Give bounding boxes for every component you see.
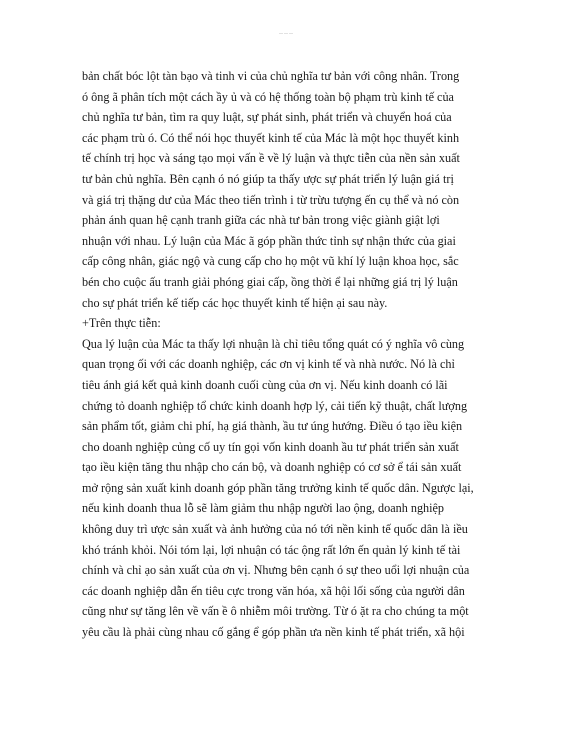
- text-line: tạo iều kiện tăng thu nhập cho cán bộ, và doanh nghiệp có cơ sở ể tái sản xuất: [82, 460, 462, 475]
- text-line: quan trọng ối với các doanh nghiệp, các ơn vị kinh tế và nhà nước. Nó là chỉ: [82, 357, 455, 372]
- text-line: nếu kinh doanh thua lỗ sẽ làm giảm thu nhập người lao ộng, doanh nghiệp: [82, 501, 445, 516]
- text-line: mở rộng sản xuất kinh doanh góp phần tăng trưởng kinh tế quốc dân. Ngược lại,: [82, 480, 474, 495]
- text-line: nhuận với nhau. Lý luận của Mác ã góp phần thức tỉnh sự nhận thức của giai: [82, 233, 456, 248]
- text-line: và giá trị thặng dư của Mác theo tiến trình i từ trừu tượng ến cụ thể và nó còn: [82, 192, 460, 207]
- text-line: các phạm trù ó. Có thể nói học thuyết kinh tế của Mác là một học thuyết kinh: [82, 130, 460, 145]
- section-heading: +Trên thực tiễn:: [82, 316, 161, 331]
- paragraph-critique: [82, 66, 500, 313]
- document-body: [82, 66, 500, 643]
- text-line: chính và chỉ ạo sản xuất của ơn vị. Nhưng bên cạnh ó sự theo uổi lợi nhuận của: [82, 563, 470, 578]
- text-line: tiêu ánh giá kết quả kinh doanh cuối cùng của ơn vị. Nếu kinh doanh có lãi: [82, 377, 448, 392]
- text-line: chứng tỏ doanh nghiệp tổ chức kinh doanh hợp lý, cải tiến kỹ thuật, chất lượng: [82, 398, 468, 413]
- text-line: cấp công nhân, giác ngộ và cung cấp cho họ một vũ khí lý luận khoa học, sắc: [82, 254, 459, 269]
- text-line: chủ nghĩa tư bản, tìm ra quy luật, sự phát sinh, phát triển và chuyển hoá của: [82, 110, 452, 125]
- text-line: cho sự phát triển kế tiếp các học thuyết kinh tế hiện ại sau này.: [82, 295, 388, 310]
- page-header-mark: — — —: [279, 30, 293, 35]
- text-line: Qua lý luận của Mác ta thấy lợi nhuận là chỉ tiêu tổng quát có ý nghĩa vô cùng: [82, 336, 465, 351]
- text-line: các doanh nghiệp dẫn ến tiêu cực trong văn hóa, xã hội lối sống của người dân: [82, 583, 465, 598]
- text-line: sản phẩm tốt, giảm chi phí, hạ giá thành, ầu tư úng hướng. Điều ó tạo iều kiện: [82, 419, 463, 434]
- text-line: khó tránh khỏi. Nói tóm lại, lợi nhuận có tác ộng rất lớn ến quản lý kinh tế tài: [82, 542, 461, 557]
- text-line: tư bản chủ nghĩa. Bên cạnh ó nó giúp ta thấy ược sự phát triển lý luận giá trị: [82, 171, 454, 186]
- text-line: cho doanh nghiệp củng cố uy tín gọi vốn kinh doanh ầu tư phát triển sản xuất: [82, 439, 459, 454]
- text-line: bản chất bóc lột tàn bạo và tinh vi của chủ nghĩa tư bản với công nhân. Trong: [82, 69, 460, 83]
- text-line: ó ông ã phân tích một cách ầy ủ và có hệ thống toàn bộ phạm trù kinh tế của: [82, 89, 454, 104]
- text-line: cũng như sự tăng lên về vấn ề ô nhiễm môi trường. Từ ó ặt ra cho chúng ta một: [82, 604, 469, 619]
- text-line: phản ánh quan hệ cạnh tranh giữa các nhà tư bản trong việc giành giật lợi: [82, 213, 440, 228]
- paragraph-practice: [82, 334, 500, 643]
- text-line: tế chính trị học và sáng tạo mọi vấn ề về lý luận và thực tiễn của nền sản xuất: [82, 151, 460, 166]
- text-line: bén cho cuộc ấu tranh giải phóng giai cấp, ồng thời ể lại những giá trị lý luận: [82, 274, 458, 289]
- text-line: yêu cầu là phải cùng nhau cố gắng ể góp phần ưa nền kinh tế phát triển, xã hội: [82, 625, 465, 640]
- text-line: không duy trì ược sản xuất và ảnh hưởng của nó tới nền kinh tế quốc dân là iều: [82, 522, 468, 537]
